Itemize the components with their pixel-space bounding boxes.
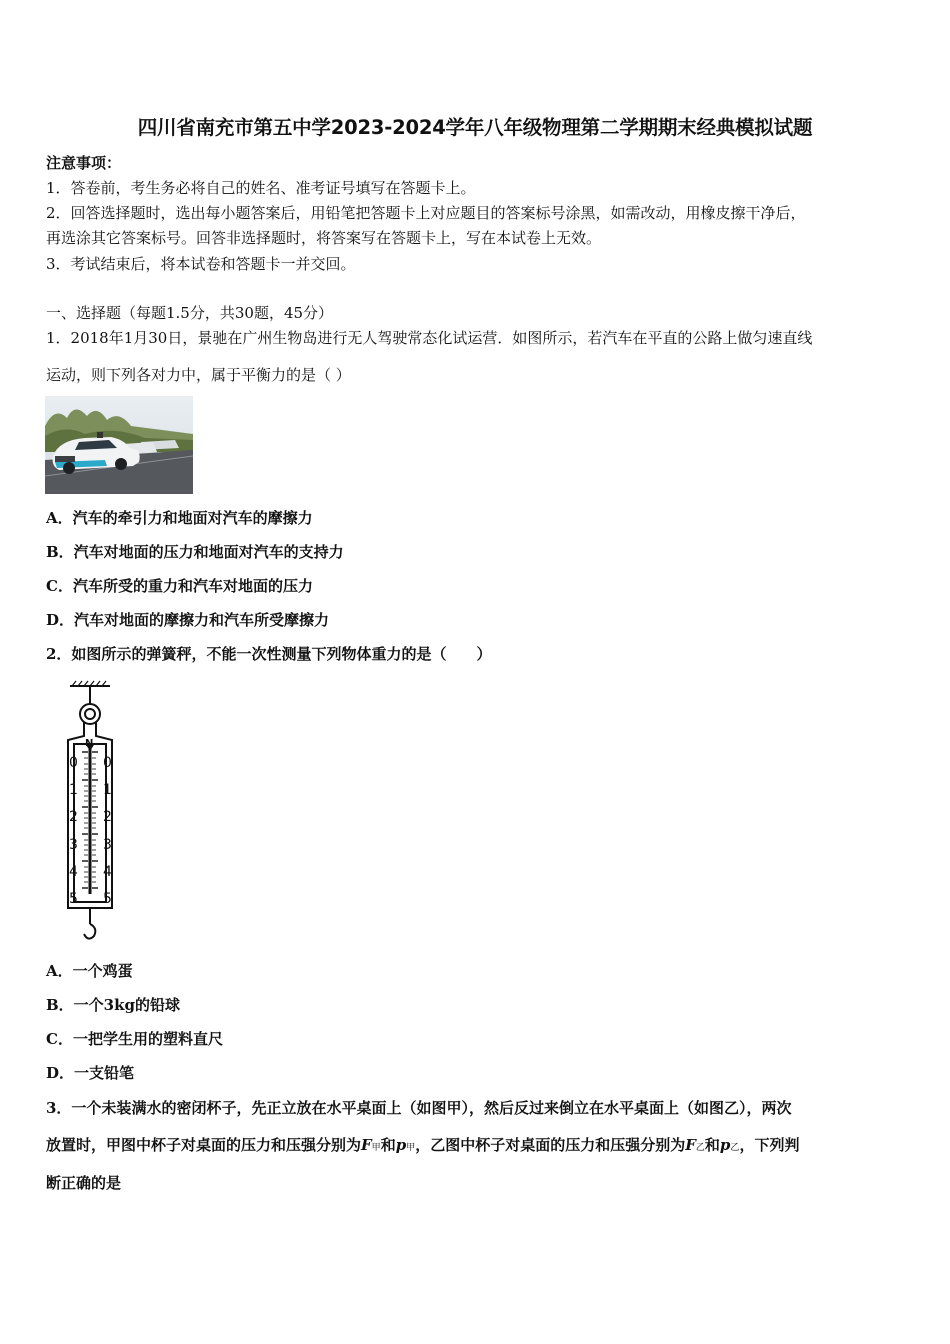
scale-tick-label: 0 xyxy=(103,755,112,771)
question-3-line-3: 断正确的是 xyxy=(46,1174,122,1192)
scale-tick-label: 0 xyxy=(69,755,78,771)
pressure-symbol: p xyxy=(395,1136,407,1154)
and-text: 和 xyxy=(704,1136,720,1154)
question-2-line-1: 2．如图所示的弹簧秤，不能一次性测量下列物体重力的是（ ） xyxy=(46,645,492,663)
q3-text-part-2: ，乙图中杯子对桌面的压力和压强分别为 xyxy=(415,1136,686,1154)
subscript-jia: 甲 xyxy=(371,1143,381,1153)
note-item-3: 3．考试结束后，将本试卷和答题卡一并交回。 xyxy=(46,255,356,273)
force-symbol: F xyxy=(361,1136,372,1154)
q2-option-d: D．一支铅笔 xyxy=(46,1064,135,1082)
scale-tick-label: 2 xyxy=(103,809,112,826)
q2-option-c: C．一把学生用的塑料直尺 xyxy=(46,1030,223,1048)
scale-tick-label: 4 xyxy=(69,863,78,880)
scale-tick-label: 5 xyxy=(103,891,112,908)
subscript-yi: 乙 xyxy=(730,1143,740,1153)
pressure-symbol: p xyxy=(719,1136,731,1154)
q1-option-b: B．汽车对地面的压力和地面对汽车的支持力 xyxy=(46,543,344,561)
section-heading: 一、选择题（每题1.5分，共30题，45分） xyxy=(46,304,334,322)
scale-tick-label: 3 xyxy=(69,836,78,853)
note-item-1: 1．答卷前，考生务必将自己的姓名、准考证号填写在答题卡上。 xyxy=(46,179,476,197)
scale-tick-label: 2 xyxy=(69,809,78,826)
scale-tick-label: 4 xyxy=(103,863,112,880)
scale-right-ticks xyxy=(103,750,112,913)
q1-option-a: A．汽车的牵引力和地面对汽车的摩擦力 xyxy=(46,509,313,527)
scale-unit-label: N xyxy=(85,738,94,749)
question-3-line-1: 3．一个未装满水的密闭杯子，先正立放在水平桌面上（如图甲），然后反过来倒立在水平桌面上（如图乙），两次 xyxy=(46,1099,792,1117)
and-text: 和 xyxy=(380,1136,396,1154)
q2-option-a: A．一个鸡蛋 xyxy=(46,962,133,980)
question-1-line-1: 1．2018年1月30日，景驰在广州生物岛进行无人驾驶常态化试运营．如图所示，若汽车在平直的公路上做匀速直线 xyxy=(46,329,813,347)
force-symbol: F xyxy=(685,1136,696,1154)
scale-tick-label: 5 xyxy=(69,891,78,908)
scale-tick-label: 1 xyxy=(103,782,112,799)
scale-tick-label: 3 xyxy=(103,836,112,853)
q3-text-part-3: ，下列判 xyxy=(739,1136,800,1154)
q1-option-d: D．汽车对地面的摩擦力和汽车所受摩擦力 xyxy=(46,611,330,629)
page-title: 四川省南充市第五中学2023-2024学年八年级物理第二学期期末经典模拟试题 xyxy=(137,116,813,139)
note-item-2-cont: 再选涂其它答案标号。回答非选择题时，将答案写在答题卡上，写在本试卷上无效。 xyxy=(46,229,602,247)
subscript-yi: 乙 xyxy=(695,1143,705,1153)
scale-left-ticks xyxy=(69,750,78,913)
q2-option-b: B．一个3kg的铅球 xyxy=(46,996,180,1014)
q3-text-part-1: 放置时，甲图中杯子对桌面的压力和压强分别为 xyxy=(46,1136,362,1154)
autonomous-car-photo xyxy=(45,396,193,494)
q1-option-c: C．汽车所受的重力和汽车对地面的压力 xyxy=(46,577,313,595)
note-item-2: 2．回答选择题时，选出每小题答案后，用铅笔把答题卡上对应题目的答案标号涂黑，如需改动，用橡皮擦干净后， xyxy=(46,204,806,222)
notes-heading: 注意事项： xyxy=(46,154,122,172)
question-3-line-2 xyxy=(46,1134,799,1155)
spring-scale-diagram xyxy=(62,680,120,944)
scale-tick-label: 1 xyxy=(69,782,78,799)
question-1-line-2: 运动，则下列各对力中，属于平衡力的是（ ） xyxy=(46,366,351,384)
subscript-jia: 甲 xyxy=(406,1143,416,1153)
